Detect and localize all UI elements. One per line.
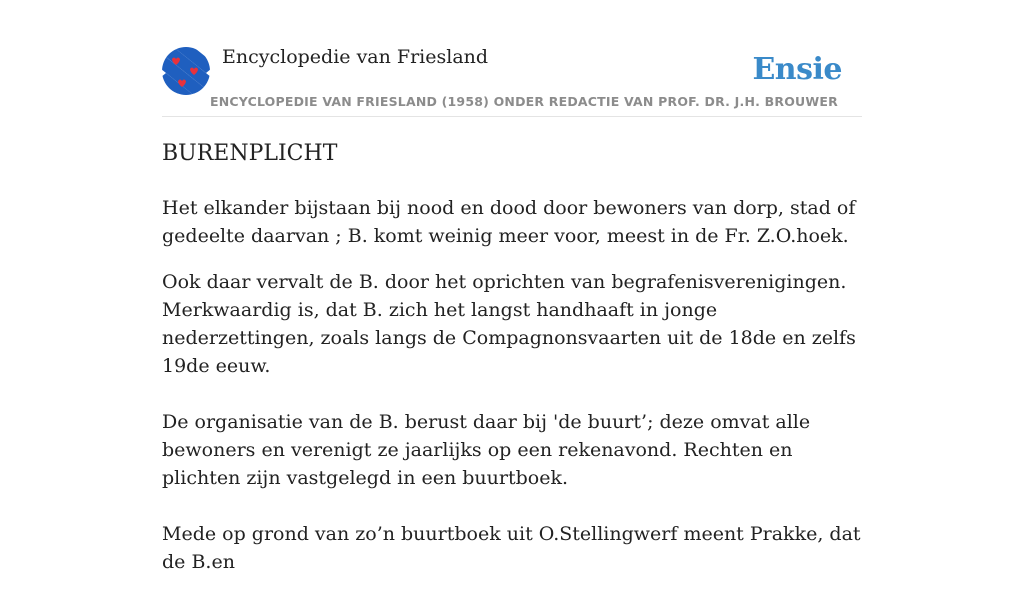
frisian-flag-icon[interactable]: [162, 47, 210, 95]
site-subtitle: ENCYCLOPEDIE VAN FRIESLAND (1958) ONDER REDACTIE VAN PROF. DR. J.H. BROUWER: [210, 94, 838, 109]
article: [162, 138, 862, 594]
article-paragraph: Het elkander bijstaan bij nood en dood door bewoners van dorp, stad of gedeelte daarvan ; B. komt weinig meer voor, meest in de Fr. Z.O.hoek.: [162, 197, 856, 247]
article-title: BURENPLICHT: [162, 141, 338, 166]
site-title[interactable]: Encyclopedie van Friesland: [222, 46, 489, 68]
article-paragraph: Ook daar vervalt de B. door het oprichten van begrafenisverenigingen. Merkwaardig is, dat B. zich het langst handhaaft in jonge nederzettingen, zoals langs de Compagnonsvaarten uit de 18de en zelfs 19de eeuw. De organisatie van de B. berust daar bij 'de buurt’; deze omvat alle bewoners en verenigt ze jaarlijks op een rekenavond. Rechten en plichten zijn vastgelegd in een buurtboek. Mede op grond van zo’n buurtboek uit O.Stellingwerf meent Prakke, dat de B.en: [162, 271, 861, 573]
site-header: [162, 44, 862, 117]
brand-logo[interactable]: Ensie: [752, 52, 842, 87]
